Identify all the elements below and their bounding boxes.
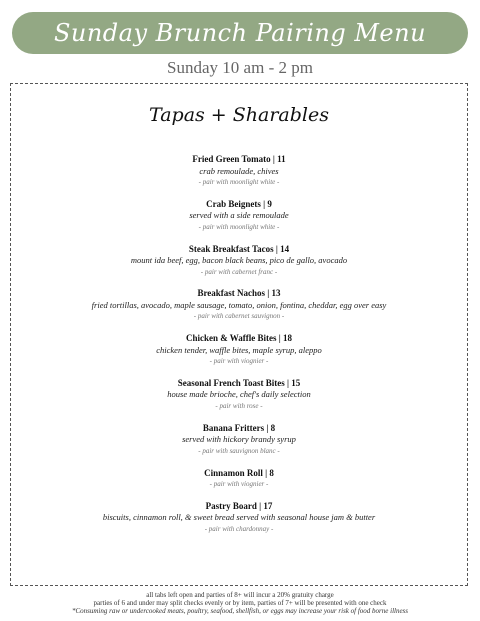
- menu-item-name: Banana Fritters | 8: [202, 422, 276, 433]
- menu-item: [11, 501, 467, 536]
- menu-item: [11, 288, 467, 323]
- footer-notes: [0, 591, 480, 615]
- menu-item-name: Chicken & Waffle Bites | 18: [185, 333, 293, 344]
- menu-item: [11, 378, 467, 413]
- menu-item-pairing: - pair with cabernet sauvignon -: [193, 312, 285, 321]
- menu-item-description: served with a side remoulade: [189, 210, 289, 221]
- menu-item: [11, 199, 467, 234]
- menu-item-pairing: - pair with cabernet franc -: [200, 267, 278, 276]
- menu-item-description: fried tortillas, avocado, maple sausage, tomato, onion, fontina, cheddar, egg over easy: [91, 299, 387, 310]
- menu-item-name: Pastry Board | 17: [205, 500, 273, 511]
- menu-item: [11, 333, 467, 368]
- menu-item: [11, 423, 467, 458]
- section-title: Tapas + Sharables: [149, 104, 329, 126]
- menu-item: [11, 468, 467, 491]
- food-safety-note: *Consuming raw or undercooked meats, poultry, seafood, shellfish, or eggs may increase your risk of food borne illness: [71, 607, 409, 615]
- page-title: Sunday Brunch Pairing Menu: [53, 19, 427, 47]
- menu-item-description: chicken tender, waffle bites, maple syrup, aleppo: [156, 344, 322, 355]
- menu-item-description: biscuits, cinnamon roll, & sweet bread served with seasonal house jam & butter: [102, 512, 376, 523]
- menu-item-name: Breakfast Nachos | 13: [197, 288, 281, 299]
- menu-item-name: Crab Beignets | 9: [206, 198, 272, 209]
- menu-item-description: house made brioche, chef's daily selection: [167, 389, 311, 400]
- menu-item-pairing: - pair with sauvignon blanc -: [198, 446, 280, 455]
- menu-item-pairing: - pair with moonlight white -: [198, 222, 280, 231]
- menu-item-description: crab remoulade, chives: [199, 165, 279, 176]
- menu-frame: [10, 83, 468, 586]
- menu-item-pairing: - pair with chardonnay -: [204, 524, 274, 533]
- menu-item-name: Seasonal French Toast Bites | 15: [177, 377, 301, 388]
- menu-item-pairing: - pair with viognier -: [209, 480, 269, 489]
- menu-item-description: mount ida beef, egg, bacon black beans, pico de gallo, avocado: [130, 255, 348, 266]
- menu-item-pairing: - pair with rose -: [215, 401, 263, 410]
- menu-item-pairing: - pair with viognier -: [209, 357, 269, 366]
- service-hours: Sunday 10 am - 2 pm: [167, 58, 313, 77]
- menu-item: [11, 244, 467, 279]
- menu-item-name: Steak Breakfast Tacos | 14: [188, 243, 290, 254]
- menu-item-list: [11, 154, 467, 546]
- menu-item: [11, 154, 467, 189]
- menu-item-pairing: - pair with moonlight white -: [198, 178, 280, 186]
- gratuity-note: all tabs left open and parties of 8+ will incur a 20% gratuity charge: [146, 591, 334, 599]
- menu-item-description: served with hickory brandy syrup: [182, 434, 296, 445]
- split-check-note: parties of 6 and under may split checks evenly or by item, parties of 7+ will be presented with one check: [93, 599, 387, 607]
- menu-item-name: Cinnamon Roll | 8: [204, 467, 274, 478]
- menu-item-name: Fried Green Tomato | 11: [192, 154, 286, 164]
- title-banner: [12, 12, 468, 54]
